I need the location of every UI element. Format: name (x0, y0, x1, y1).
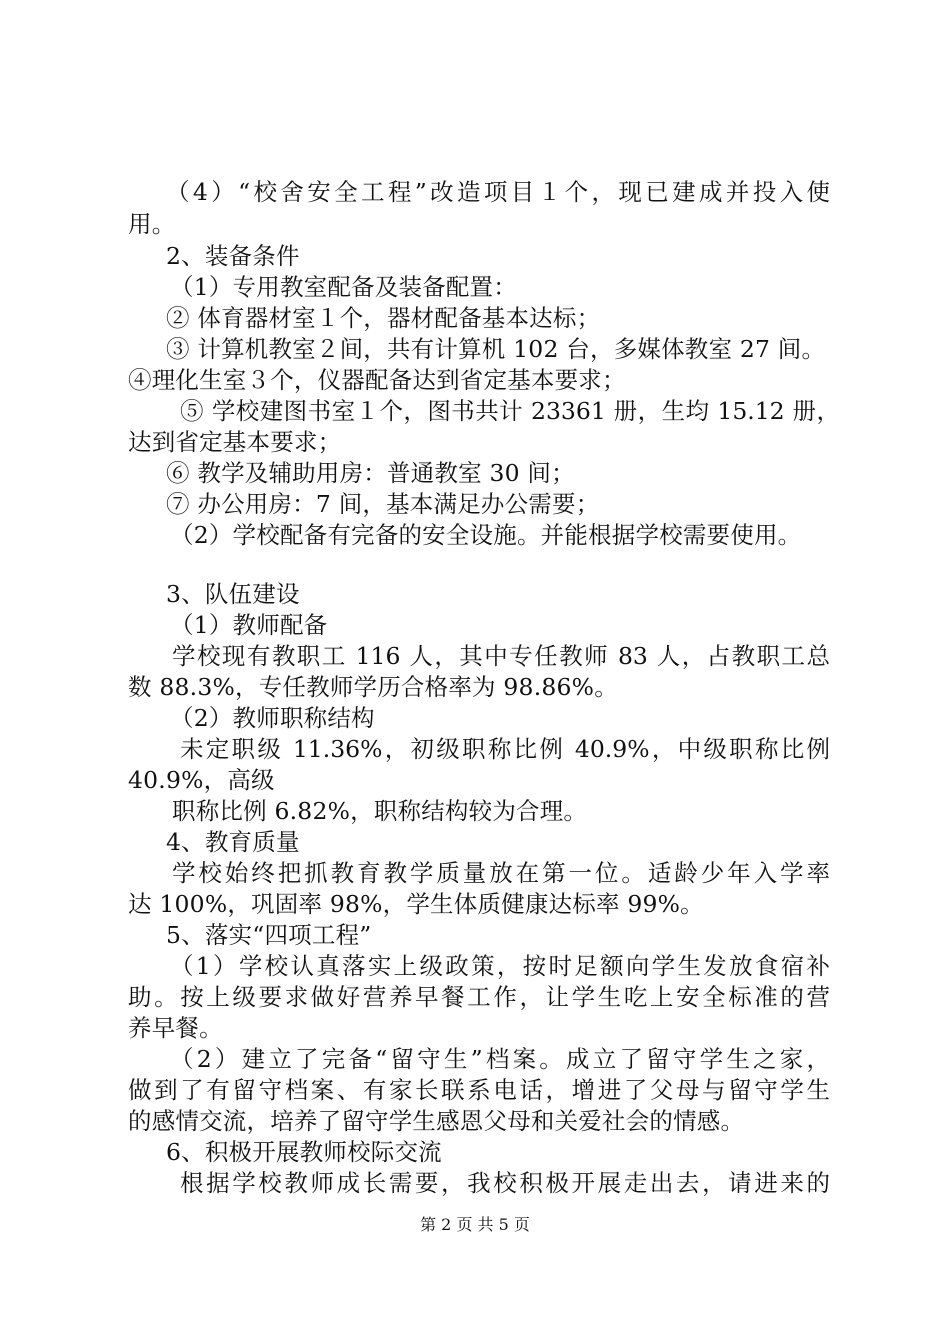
paragraph-line: 养早餐。 (128, 1014, 223, 1042)
paragraph-line: 达到省定基本要求； (128, 428, 342, 456)
paragraph-line: （2）学校配备有完备的安全设施。并能根据学校需要使用。 (170, 521, 802, 549)
paragraph-line: ③ 计算机教室２间，共有计算机 102 台，多媒体教室 27 间。 (166, 335, 826, 363)
paragraph-line: ⑤ 学校建图书室１个，图书共计 23361 册，生均 15.12 册， (180, 397, 840, 425)
paragraph-line: 根据学校教师成长需要，我校积极开展走出去，请进来的 (180, 1169, 830, 1197)
section-heading: 2、装备条件 (166, 242, 300, 270)
paragraph-line: （4）“校舍安全工程”改造项目１个，现已建成并投入使 (166, 178, 830, 206)
paragraph-line: 用。 (128, 210, 176, 238)
paragraph-line: 的感情交流，培养了留守学生感恩父母和关爱社会的情感。 (128, 1107, 745, 1135)
paragraph-line: 未定职级 11.36%，初级职称比例 40.9%，中级职称比例 (180, 735, 830, 763)
paragraph-line: （2）建立了完备“留守生”档案。成立了留守学生之家， (170, 1045, 830, 1073)
section-heading: 5、落实“四项工程” (166, 921, 372, 949)
paragraph-line: （2）教师职称结构 (170, 704, 375, 732)
page-number-footer: 第 2 页 共 5 页 (420, 1215, 530, 1234)
paragraph-line: （1）学校认真落实上级政策，按时足额向学生发放食宿补 (170, 952, 830, 980)
paragraph-line: ⑥ 教学及辅助用房：普通教室 30 间； (166, 459, 575, 487)
paragraph-line: ② 体育器材室１个，器材配备基本达标； (166, 304, 601, 332)
paragraph-line: ④理化生室３个，仪器配备达到省定基本要求； (128, 366, 626, 394)
paragraph-line: 学校始终把抓教育教学质量放在第一位。适龄少年入学率 (172, 859, 830, 887)
paragraph-line: 学校现有教职工 116 人，其中专任教师 83 人，占教职工总 (172, 642, 830, 670)
section-heading: 3、队伍建设 (166, 580, 300, 608)
paragraph-line: 职称比例 6.82%，职称结构较为合理。 (172, 797, 588, 825)
paragraph-line: 数 88.3%，专任教师学历合格率为 98.86%。 (128, 673, 618, 701)
section-heading: 4、教育质量 (166, 828, 300, 856)
paragraph-line: 做到了有留守档案、有家长联系电话，增进了父母与留守学生 (128, 1076, 830, 1104)
section-heading: 6、积极开展教师校际交流 (166, 1138, 442, 1166)
paragraph-line: 40.9%，高级 (128, 766, 275, 794)
paragraph-line: ⑦ 办公用房：7 间，基本满足办公需要； (166, 490, 600, 518)
paragraph-line: 达 100%，巩固率 98%，学生体质健康达标率 99%。 (128, 890, 704, 918)
paragraph-line: （1）教师配备 (170, 611, 328, 639)
paragraph-line: （1）专用教室配备及装备配置： (170, 273, 517, 301)
paragraph-line: 助。按上级要求做好营养早餐工作，让学生吃上安全标准的营 (128, 983, 830, 1011)
